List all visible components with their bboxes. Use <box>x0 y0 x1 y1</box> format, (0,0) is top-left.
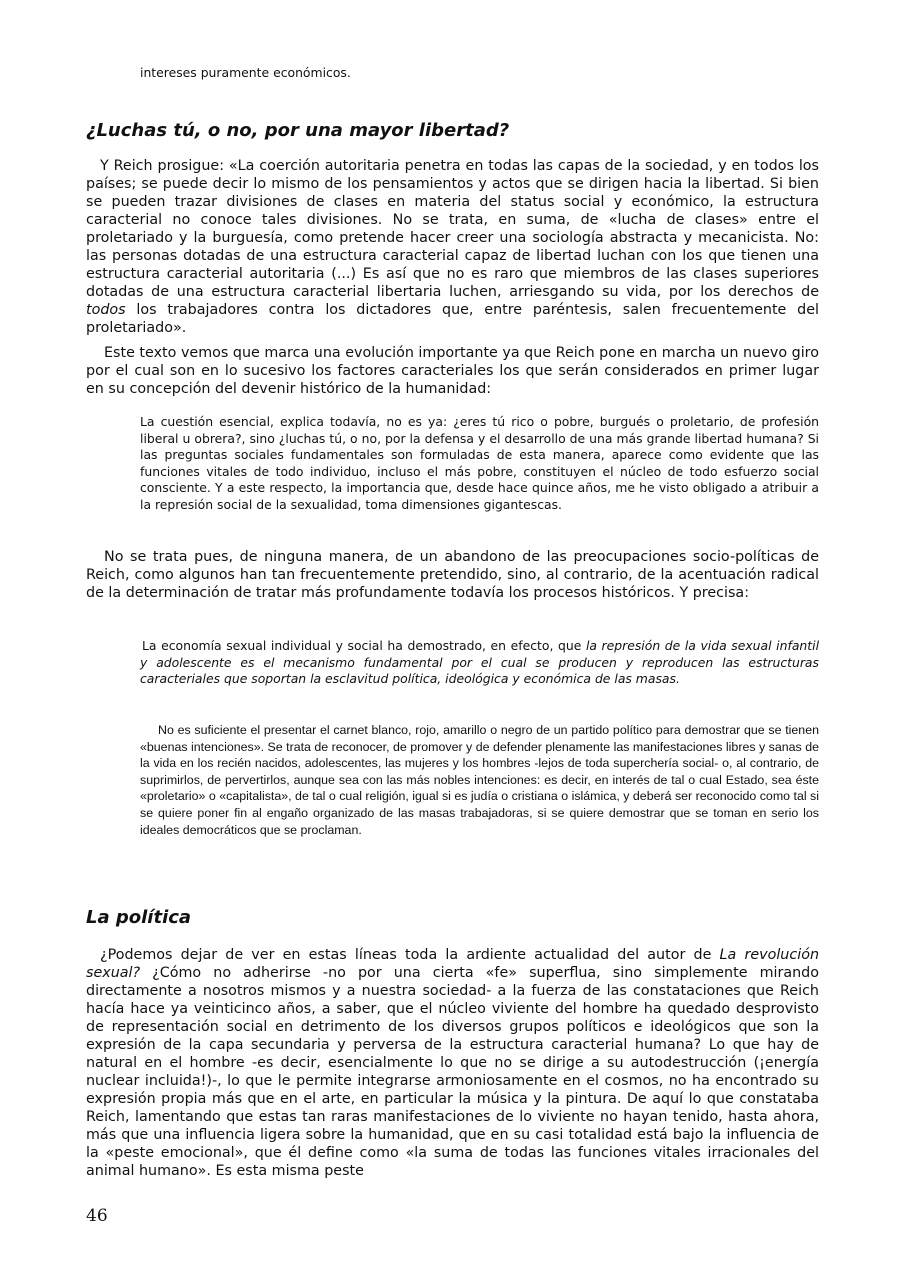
blockquote-cuestion-esencial <box>140 414 819 514</box>
paragraph-text-end: los trabajadores contra los dictadores que, entre paréntesis, salen frecuentemente del proletariado». <box>86 302 819 336</box>
quote-text: La economía sexual individual y social ha demostrado, en efecto, que <box>142 638 586 653</box>
blockquote-carnet <box>140 722 819 838</box>
section-heading-politica: La política <box>86 907 192 928</box>
section-heading-libertad: ¿Luchas tú, o no, por una mayor libertad? <box>86 120 510 141</box>
blockquote-economia-sexual <box>140 638 819 688</box>
paragraph-text-end: ¿Cómo no adherirse -no por una cierta «fe» superflua, sino simplemente mirando directamente a nosotros mismos y a nuestra sociedad- a la fuerza de las constataciones que Reich hacía hace ya veinticinco años, a saber, que el núcleo viviente del hombre ha quedado desprovisto de representación social en detrimento de los diversos grupos políticos e ideológicos que son la expresión de la capa secundaria y perversa de la estructura caracterial humana? Lo que hay de natural en el hombre -es decir, esencialmente lo que no se dirige a su autodestrucción (¡energía nuclear incluida!)-, lo que le permite integrarse armoniosamente en el cosmos, no ha encontrado su expresión propia más que en el arte, en particular la música y la pintura. De aquí lo que constataba Reich, lamentando que estas tan raras manifestaciones de lo viviente no hayan tenido, hasta ahora, más que una influencia ligera sobre la humanidad, que en su casi totalidad está bajo la influencia de la «peste emocional», que él define como «la suma de todas las funciones vitales irracionales del animal humano». Es esta misma peste <box>86 965 819 1179</box>
paragraph-actualidad <box>86 946 819 1180</box>
paragraph-text: No se trata pues, de ninguna manera, de un abandono de las preocupaciones socio-políticas de Reich, como algunos han tan frecuentemente pretendido, sino, al contrario, de la acentuación radical de la determinación de tratar más profundamente todavía los procesos históricos. Y precisa: <box>86 549 819 601</box>
paragraph-abandono <box>86 548 819 602</box>
page-number: 46 <box>86 1206 108 1226</box>
paragraph-evolucion <box>86 344 819 398</box>
continued-fragment: intereses puramente económicos. <box>140 65 351 80</box>
quote-emphasis: la represión de la vida sexual infantil y adolescente es el mecanismo fundamental por el cual se producen y reproducen las estructuras caracteriales que soportan la esclavitud política, ideológica y económica de las masas. <box>140 638 820 687</box>
emphasis-todos: todos <box>86 302 126 318</box>
paragraph-text: Este texto vemos que marca una evolución importante ya que Reich pone en marcha un nuevo giro por el cual son en lo sucesivo los factores caracteriales los que serán considerados en primer lugar en su concepción del devenir histórico de la humanidad: <box>86 345 819 397</box>
quote-text: La cuestión esencial, explica todavía, no es ya: ¿eres tú rico o pobre, burgués o proletario, de profesión liberal u obrera?, sino ¿luchas tú, o no, por la defensa y el desarrollo de una más grande libertad humana? Si las preguntas sociales fundamentales son formuladas de esta manera, aparece como evidente que las funciones vitales de todo individuo, incluso el más pobre, constituyen el núcleo de todo esfuerzo social consciente. Y a este respecto, la importancia que, desde hace quince años, me he visto obligado a atribuir a la represión social de la sexualidad, toma dimensiones gigantescas. <box>140 414 819 512</box>
paragraph-text: Y Reich prosigue: «La coerción autoritaria penetra en todas las capas de la sociedad, y en todos los países; se puede decir lo mismo de los pensamientos y actos que se dirigen hacia la libertad. Si bien se pueden trazar divisiones de clases en materia del status social y económico, la estructura caracterial no conoce tales divisiones. No se trata, en suma, de «lucha de clases» entre el proletariado y la burguesía, como pretende hacer creer una sociología abstracta y mecanicista. No: las personas dotadas de una estructura caracterial capaz de libertad luchan con los que tienen una estructura caracterial autoritaria (...) Es así que no es raro que miembros de las clases superiores dotadas de una estructura caracterial libertaria luchen, arriesgando su vida, por los derechos de <box>86 158 819 300</box>
paragraph-reich-prosigue <box>86 157 819 337</box>
paragraph-text: ¿Podemos dejar de ver en estas líneas toda la ardiente actualidad del autor de <box>100 947 720 963</box>
quote-text: No es suficiente el presentar el carnet blanco, rojo, amarillo o negro de un partido político para demostrar que se tienen «buenas intenciones». Se trata de reconocer, de promover y de defender plenamente las manifestaciones libres y sanas de la vida en los recién nacidos, adolescentes, las mujeres y los hombres -lejos de toda superchería social- o, al contrario, de suprimirlos, de pervertirlos, aunque sea con las más nobles intenciones: es decir, en interés de tal o cual Estado, sea éste «proletario» o «capitalista», de tal o cual religión, igual si es judía o cristiana o islámica, y deberá ser reconocido como tal si se quiere poner fin al engaño organizado de las masas trabajadoras, si se quiere demostrar que se toman en serio los ideales democráticos que se proclaman. <box>140 723 819 837</box>
emphasis-book-title: La revolución sexual? <box>86 947 819 981</box>
